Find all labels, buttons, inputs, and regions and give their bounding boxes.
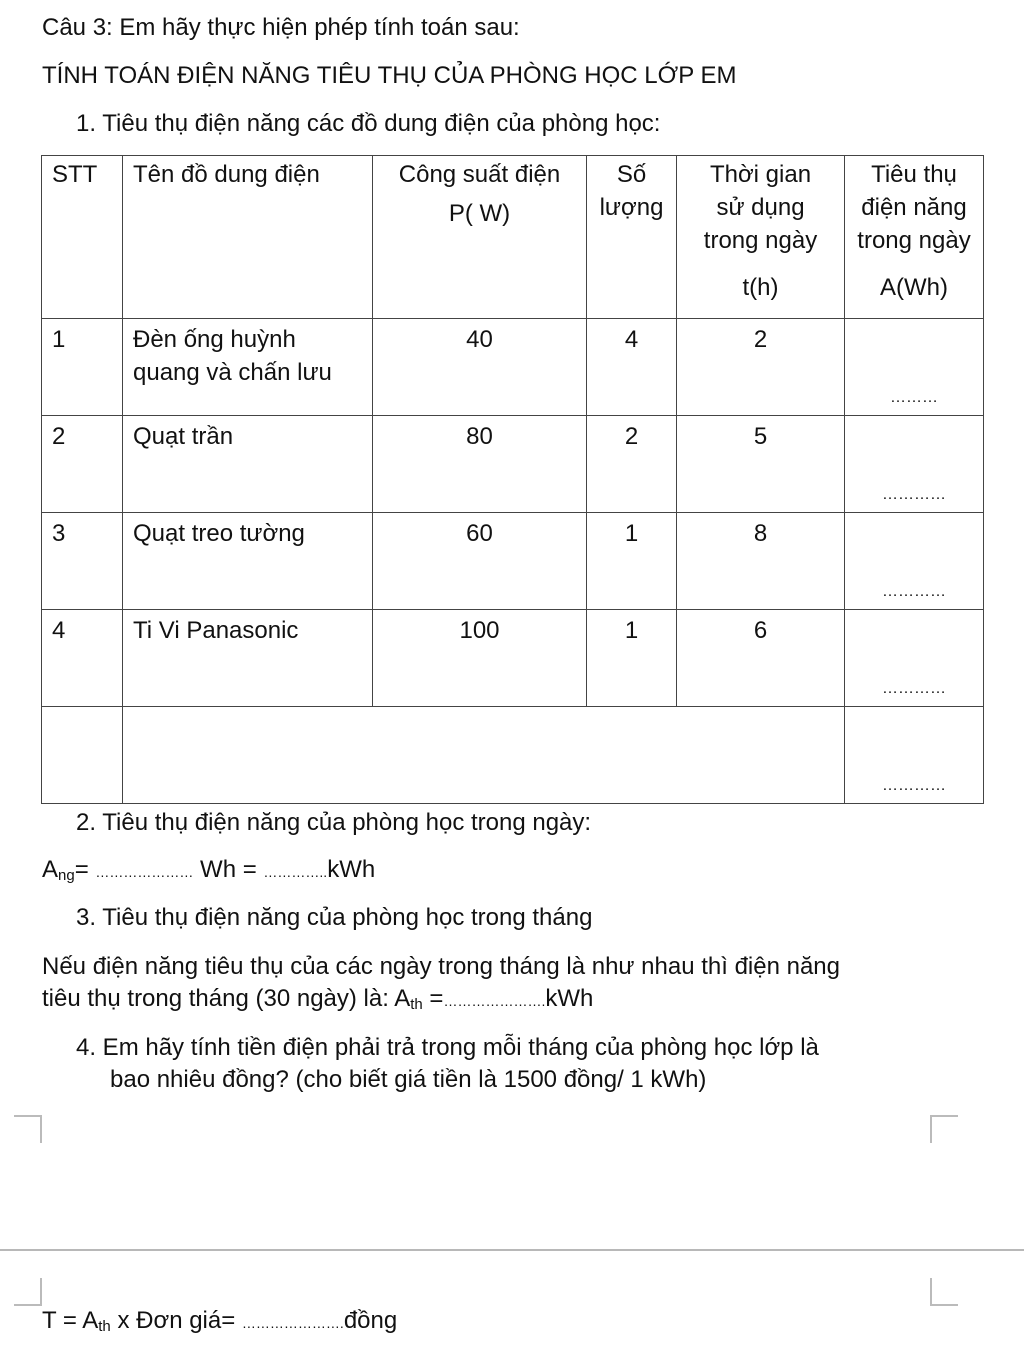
header-time (677, 156, 845, 319)
header-time-line1: Thời gian (709, 161, 812, 188)
corner-mark (930, 1115, 958, 1143)
header-time-line2: sử dụng (716, 194, 805, 221)
header-energy-line4: A(Wh) (880, 274, 948, 301)
cell-name: Ti Vi Panasonic (123, 610, 373, 707)
header-power-line1: Công suất điện (398, 161, 561, 188)
question-title: Câu 3: Em hãy thực hiện phép tính toán sau: (42, 14, 520, 41)
header-time-line4: t(h) (742, 274, 779, 301)
cell-power: 60 (373, 513, 587, 610)
table-row (42, 416, 984, 513)
cost-sub: th (98, 1318, 111, 1335)
ang-sub: ng (58, 867, 75, 884)
cost-rest: x Đơn giá= (110, 1307, 242, 1334)
header-qty-line2: lượng (599, 194, 664, 221)
cell-power: 40 (373, 319, 587, 416)
cell-name (123, 319, 373, 416)
energy-blank: ………… (882, 486, 946, 503)
ang-unit: kWh (327, 856, 376, 883)
table-total-row (42, 707, 984, 804)
main-heading: TÍNH TOÁN ĐIỆN NĂNG TIÊU THỤ CỦA PHÒNG HỌC LỚP EM (42, 62, 737, 89)
header-energy-line1: Tiêu thụ (871, 161, 957, 188)
cell-time: 8 (677, 513, 845, 610)
total-label-cell (123, 707, 845, 804)
cell-energy (845, 513, 984, 610)
cell-name: Quạt treo tường (123, 513, 373, 610)
cell-total-energy (845, 707, 984, 804)
cell-quantity: 2 (587, 416, 677, 513)
section-1-heading: 1. Tiêu thụ điện năng các đồ dung điện của phòng học: (76, 110, 661, 137)
cell-stt: 4 (42, 610, 123, 707)
table-row (42, 610, 984, 707)
total-energy-blank: ………… (882, 777, 946, 794)
cell-time: 5 (677, 416, 845, 513)
corner-mark (14, 1278, 42, 1306)
ang-a: A (42, 856, 59, 883)
header-qty-line1: Số (616, 161, 647, 188)
ang-eq: = (74, 856, 96, 883)
table-header-row (42, 156, 984, 319)
corner-mark (930, 1278, 958, 1306)
cell-name-line2: quang và chấn lưu (133, 359, 332, 386)
energy-table (41, 155, 984, 804)
header-stt: STT (42, 156, 123, 319)
section-4-line1: 4. Em hãy tính tiền điện phải trả trong mỗi tháng của phòng học lớp là (76, 1034, 819, 1061)
monthly-eq: = (422, 985, 444, 1012)
table-row (42, 319, 984, 416)
table-row (42, 513, 984, 610)
header-energy-line2: điện năng (861, 194, 967, 221)
section-2-heading: 2. Tiêu thụ điện năng của phòng học trong ngày: (76, 809, 592, 836)
ang-blank-wh: ………………… (95, 864, 194, 880)
header-energy-line3: trong ngày (857, 227, 971, 254)
cell-power: 100 (373, 610, 587, 707)
cell-time: 2 (677, 319, 845, 416)
cell-name: Quạt trần (123, 416, 373, 513)
header-quantity (587, 156, 677, 319)
cell-time: 6 (677, 610, 845, 707)
monthly-paragraph-line1: Nếu điện năng tiêu thụ của các ngày trong tháng là như nhau thì điện năng (42, 953, 840, 980)
section-3-heading: 3. Tiêu thụ điện năng của phòng học trong tháng (76, 904, 593, 931)
energy-blank: ………… (882, 680, 946, 697)
cell-stt: 1 (42, 319, 123, 416)
cell-quantity: 1 (587, 513, 677, 610)
daily-energy-formula (42, 855, 375, 891)
cell-stt: 3 (42, 513, 123, 610)
cell-energy (845, 319, 984, 416)
header-power (373, 156, 587, 319)
energy-blank: ………… (882, 583, 946, 600)
cell-energy (845, 416, 984, 513)
page-break-line (0, 1249, 1024, 1251)
cell-power: 80 (373, 416, 587, 513)
cost-formula (42, 1306, 397, 1342)
cell-stt: 2 (42, 416, 123, 513)
monthly-unit: kWh (545, 985, 594, 1012)
header-energy (845, 156, 984, 319)
cell-quantity: 1 (587, 610, 677, 707)
ang-mid: Wh = (193, 856, 264, 883)
corner-mark (14, 1115, 42, 1143)
total-stt-cell (42, 707, 123, 804)
cell-name-line1: Đèn ống huỳnh (133, 326, 296, 353)
monthly-paragraph-line2 (42, 984, 593, 1020)
cost-unit: đồng (343, 1307, 398, 1334)
header-name: Tên đồ dung điện (123, 156, 373, 319)
header-power-line2: P( W) (448, 200, 511, 227)
monthly-blank: …………………. (443, 993, 546, 1009)
monthly-text: tiêu thụ trong tháng (30 ngày) là: A (42, 985, 411, 1012)
cost-blank: …………………. (241, 1315, 344, 1331)
energy-blank: ……… (890, 389, 938, 406)
section-4-line2: bao nhiêu đồng? (cho biết giá tiền là 1500 đồng/ 1 kWh) (110, 1066, 707, 1093)
cell-quantity: 4 (587, 319, 677, 416)
cost-text: T = A (42, 1307, 99, 1334)
monthly-sub: th (410, 996, 423, 1013)
ang-blank-kwh: ………….. (263, 864, 328, 880)
header-time-line3: trong ngày (703, 227, 818, 254)
cell-energy (845, 610, 984, 707)
